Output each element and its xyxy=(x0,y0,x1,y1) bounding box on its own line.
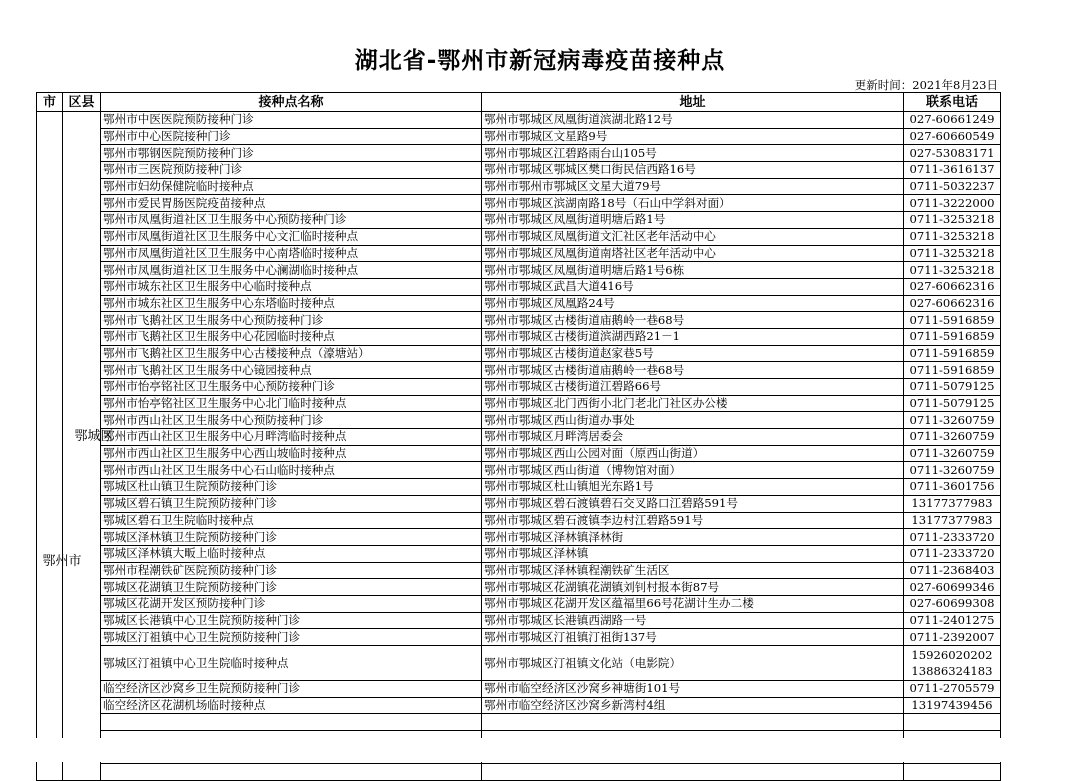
site-name: 鄂城区杜山镇卫生院预防接种门诊 xyxy=(101,479,482,496)
site-address: 鄂州市临空经济区沙窝乡神塘街101号 xyxy=(482,681,904,698)
site-phone: 0711-5032237 xyxy=(904,178,1001,195)
table-row xyxy=(37,145,1001,162)
table-header-row xyxy=(37,93,1001,112)
header-city: 市 xyxy=(37,93,63,112)
table-row xyxy=(37,345,1001,362)
update-time: 更新时间：2021年8月23日 xyxy=(854,78,998,92)
site-name: 临空经济区沙窝乡卫生院预防接种门诊 xyxy=(101,681,482,698)
site-phone: 13197439456 xyxy=(904,697,1001,714)
site-address: 鄂州市鄂城区月畔湾居委会 xyxy=(482,429,904,446)
site-name: 鄂州市西山社区卫生服务中心西山坡临时接种点 xyxy=(101,445,482,462)
site-name: 鄂州市西山社区卫生服务中心石山临时接种点 xyxy=(101,462,482,479)
table-row xyxy=(37,429,1001,446)
site-address: 鄂州市鄂城区碧石渡镇李边村江碧路591号 xyxy=(482,512,904,529)
table-row xyxy=(37,479,1001,496)
site-name: 鄂州市程潮铁矿医院预防接种门诊 xyxy=(101,562,482,579)
site-name: 鄂州市中心医院接种门诊 xyxy=(101,128,482,145)
header-district: 区县 xyxy=(63,93,101,112)
site-address: 鄂州市鄂城区古楼街道庙鹅岭一巷68号 xyxy=(482,362,904,379)
vaccination-sites-table xyxy=(36,92,1001,781)
table-row xyxy=(37,379,1001,396)
site-address: 鄂州市鄂城区西山街道办事处 xyxy=(482,412,904,429)
site-phone: 0711-3222000 xyxy=(904,195,1001,212)
header-phone: 联系电话 xyxy=(904,93,1001,112)
site-name: 鄂城区花湖镇卫生院预防接种门诊 xyxy=(101,579,482,596)
site-name: 鄂州市怡亭铭社区卫生服务中心北门临时接种点 xyxy=(101,395,482,412)
empty-cell xyxy=(101,714,482,731)
site-address: 鄂州市鄂城区泽林镇 xyxy=(482,545,904,562)
site-address: 鄂州市鄂城区西山公园对面（原西山街道） xyxy=(482,445,904,462)
table-row xyxy=(37,128,1001,145)
site-name: 鄂州市城东社区卫生服务中心东塔临时接种点 xyxy=(101,295,482,312)
site-name: 鄂城区花湖开发区预防接种门诊 xyxy=(101,595,482,612)
site-name: 鄂州市飞鹅社区卫生服务中心古楼接种点（濠塘站） xyxy=(101,345,482,362)
site-phone: 13177377983 xyxy=(904,495,1001,512)
site-address: 鄂州市鄂城区泽林镇程潮铁矿生活区 xyxy=(482,562,904,579)
site-phone: 0711-2392007 xyxy=(904,629,1001,646)
site-name: 鄂州市凤凰街道社区卫生服务中心预防接种门诊 xyxy=(101,212,482,229)
site-name: 临空经济区花湖机场临时接种点 xyxy=(101,697,482,714)
table-row xyxy=(37,362,1001,379)
site-name: 鄂城区汀祖镇中心卫生院预防接种门诊 xyxy=(101,629,482,646)
table-row xyxy=(37,612,1001,629)
site-address: 鄂州市鄂城区滨湖南路18号（石山中学斜对面） xyxy=(482,195,904,212)
table-row xyxy=(37,295,1001,312)
table-row xyxy=(37,646,1001,681)
site-address: 鄂州市鄂城区江碧路雨台山105号 xyxy=(482,145,904,162)
site-phone: 0711-3260759 xyxy=(904,462,1001,479)
site-address: 鄂州市鄂城区古楼街道江碧路66号 xyxy=(482,379,904,396)
site-name: 鄂城区汀祖镇中心卫生院临时接种点 xyxy=(101,646,482,681)
site-phone: 0711-3260759 xyxy=(904,445,1001,462)
table-row xyxy=(37,529,1001,546)
city-cell xyxy=(37,112,82,781)
table-row xyxy=(37,328,1001,345)
table-row-continuation xyxy=(37,764,1001,781)
site-address: 鄂州市鄂城区北门西街小北门老北门社区办公楼 xyxy=(482,395,904,412)
site-address: 鄂州市鄂城区碧石渡镇碧石交叉路口江碧路591号 xyxy=(482,495,904,512)
site-name: 鄂城区碧石镇卫生院预防接种门诊 xyxy=(101,495,482,512)
table-row xyxy=(37,495,1001,512)
site-address: 鄂州市鄂城区文星路9号 xyxy=(482,128,904,145)
site-phone: 0711-3601756 xyxy=(904,479,1001,496)
table-row xyxy=(37,262,1001,279)
site-name: 鄂城区长港镇中心卫生院预防接种门诊 xyxy=(101,612,482,629)
site-phone: 0711-3260759 xyxy=(904,429,1001,446)
site-address: 鄂州市鄂城区凤凰街道明塘后路1号6栋 xyxy=(482,262,904,279)
site-name: 鄂城区碧石卫生院临时接种点 xyxy=(101,512,482,529)
site-address: 鄂州市鄂城区武昌大道416号 xyxy=(482,278,904,295)
site-phone: 0711-5916859 xyxy=(904,312,1001,329)
site-address: 鄂州市鄂城区凤凰路24号 xyxy=(482,295,904,312)
table-row xyxy=(37,595,1001,612)
site-address: 鄂州市鄂城区凤凰街道滨湖北路12号 xyxy=(482,112,904,129)
site-address: 鄂州市鄂城区泽林镇泽林街 xyxy=(482,529,904,546)
table-row xyxy=(37,212,1001,229)
site-name: 鄂州市三医院预防接种门诊 xyxy=(101,162,482,179)
site-phone: 0711-2705579 xyxy=(904,681,1001,698)
table-row-continuation xyxy=(37,714,1001,731)
site-name: 鄂州市鄂钢医院预防接种门诊 xyxy=(101,145,482,162)
site-phone: 0711-3253218 xyxy=(904,212,1001,229)
site-name: 鄂州市凤凰街道社区卫生服务中心文汇临时接种点 xyxy=(101,228,482,245)
site-address: 鄂州市鄂城区凤凰街道文汇社区老年活动中心 xyxy=(482,228,904,245)
table-row xyxy=(37,195,1001,212)
site-address: 鄂州市鄂州市鄂城区文星大道79号 xyxy=(482,178,904,195)
empty-cell xyxy=(904,714,1001,731)
table-row xyxy=(37,112,1001,129)
table-row xyxy=(37,545,1001,562)
site-phone: 0711-3616137 xyxy=(904,162,1001,179)
site-name: 鄂城区泽林镇大畈上临时接种点 xyxy=(101,545,482,562)
site-name: 鄂城区泽林镇卫生院预防接种门诊 xyxy=(101,529,482,546)
site-phone: 0711-3253218 xyxy=(904,262,1001,279)
page-title: 湖北省-鄂州市新冠病毒疫苗接种点 xyxy=(354,48,726,74)
site-address: 鄂州市鄂城区凤凰街道南塔社区老年活动中心 xyxy=(482,245,904,262)
table-row xyxy=(37,579,1001,596)
table-row xyxy=(37,629,1001,646)
site-name: 鄂州市中医医院预防接种门诊 xyxy=(101,112,482,129)
site-name: 鄂州市西山社区卫生服务中心月畔湾临时接种点 xyxy=(101,429,482,446)
table-row xyxy=(37,178,1001,195)
page-cutoff xyxy=(0,738,1080,762)
site-address: 鄂州市鄂城区汀祖镇汀祖街137号 xyxy=(482,629,904,646)
site-phone: 027-60660549 xyxy=(904,128,1001,145)
site-name: 鄂州市飞鹅社区卫生服务中心花园临时接种点 xyxy=(101,328,482,345)
site-phone: 0711-2368403 xyxy=(904,562,1001,579)
site-phone: 027-60661249 xyxy=(904,112,1001,129)
empty-cell xyxy=(904,764,1001,781)
site-phone: 0711-3253218 xyxy=(904,245,1001,262)
site-name: 鄂州市飞鹅社区卫生服务中心镜园接种点 xyxy=(101,362,482,379)
site-phone-secondary: 13886324183 xyxy=(911,664,993,678)
table-row xyxy=(37,562,1001,579)
site-address: 鄂州市鄂城区古楼街道赵家巷5号 xyxy=(482,345,904,362)
site-address: 鄂州市鄂城区长港镇西湖路一号 xyxy=(482,612,904,629)
site-phone: 0711-3253218 xyxy=(904,228,1001,245)
site-name: 鄂州市凤凰街道社区卫生服务中心澜湖临时接种点 xyxy=(101,262,482,279)
header-address: 地址 xyxy=(482,93,904,112)
site-name: 鄂州市城东社区卫生服务中心临时接种点 xyxy=(101,278,482,295)
site-phone: 0711-5916859 xyxy=(904,345,1001,362)
table-row xyxy=(37,245,1001,262)
site-phone: 027-53083171 xyxy=(904,145,1001,162)
site-phone: 0711-5916859 xyxy=(904,328,1001,345)
site-phone: 027-60662316 xyxy=(904,295,1001,312)
site-phone xyxy=(904,646,1001,681)
table-row xyxy=(37,512,1001,529)
district-cell xyxy=(63,112,114,781)
table-row xyxy=(37,312,1001,329)
site-name: 鄂州市爱民胃肠医院疫苗接种点 xyxy=(101,195,482,212)
table-row xyxy=(37,162,1001,179)
district-label: 鄂城区 xyxy=(74,428,114,444)
empty-cell xyxy=(482,764,904,781)
site-phone: 0711-2401275 xyxy=(904,612,1001,629)
site-name: 鄂州市怡亭铭社区卫生服务中心预防接种门诊 xyxy=(101,379,482,396)
site-address: 鄂州市鄂城区西山街道（博物馆对面） xyxy=(482,462,904,479)
site-phone: 13177377983 xyxy=(904,512,1001,529)
site-phone: 0711-5079125 xyxy=(904,395,1001,412)
site-name: 鄂州市妇幼保健院临时接种点 xyxy=(101,178,482,195)
site-phone: 0711-2333720 xyxy=(904,545,1001,562)
site-phone: 0711-5079125 xyxy=(904,379,1001,396)
table-row xyxy=(37,681,1001,698)
site-phone: 0711-2333720 xyxy=(904,529,1001,546)
site-address: 鄂州市鄂城区杜山镇旭光东路1号 xyxy=(482,479,904,496)
site-address: 鄂州市鄂城区古楼街道庙鹅岭一巷68号 xyxy=(482,312,904,329)
site-address: 鄂州市鄂城区鄂城区樊口街民信西路16号 xyxy=(482,162,904,179)
site-address: 鄂州市鄂城区汀祖镇文化站（电影院） xyxy=(482,646,904,681)
site-phone: 0711-5916859 xyxy=(904,362,1001,379)
site-name: 鄂州市西山社区卫生服务中心预防接种门诊 xyxy=(101,412,482,429)
header-site-name: 接种点名称 xyxy=(101,93,482,112)
table-row xyxy=(37,395,1001,412)
site-address: 鄂州市鄂城区花湖镇花湖镇刘钊村报本街87号 xyxy=(482,579,904,596)
site-name: 鄂州市凤凰街道社区卫生服务中心南塔临时接种点 xyxy=(101,245,482,262)
site-address: 鄂州市临空经济区沙窝乡新湾村4组 xyxy=(482,697,904,714)
site-phone: 027-60662316 xyxy=(904,278,1001,295)
site-phone-primary: 15926020202 xyxy=(911,648,993,662)
site-phone: 0711-3260759 xyxy=(904,412,1001,429)
site-address: 鄂州市鄂城区花湖开发区蕴福里66号花湖计生办二楼 xyxy=(482,595,904,612)
table-row xyxy=(37,228,1001,245)
site-name: 鄂州市飞鹅社区卫生服务中心预防接种门诊 xyxy=(101,312,482,329)
table-row xyxy=(37,445,1001,462)
empty-cell xyxy=(482,714,904,731)
site-phone: 027-60699346 xyxy=(904,579,1001,596)
table-row xyxy=(37,278,1001,295)
city-label: 鄂州市 xyxy=(42,553,82,569)
site-address: 鄂州市鄂城区凤凰街道明塘后路1号 xyxy=(482,212,904,229)
table-row xyxy=(37,412,1001,429)
empty-cell xyxy=(101,764,482,781)
site-phone: 027-60699308 xyxy=(904,595,1001,612)
table-row xyxy=(37,462,1001,479)
table-row xyxy=(37,697,1001,714)
site-address: 鄂州市鄂城区古楼街道滨湖西路21－1 xyxy=(482,328,904,345)
